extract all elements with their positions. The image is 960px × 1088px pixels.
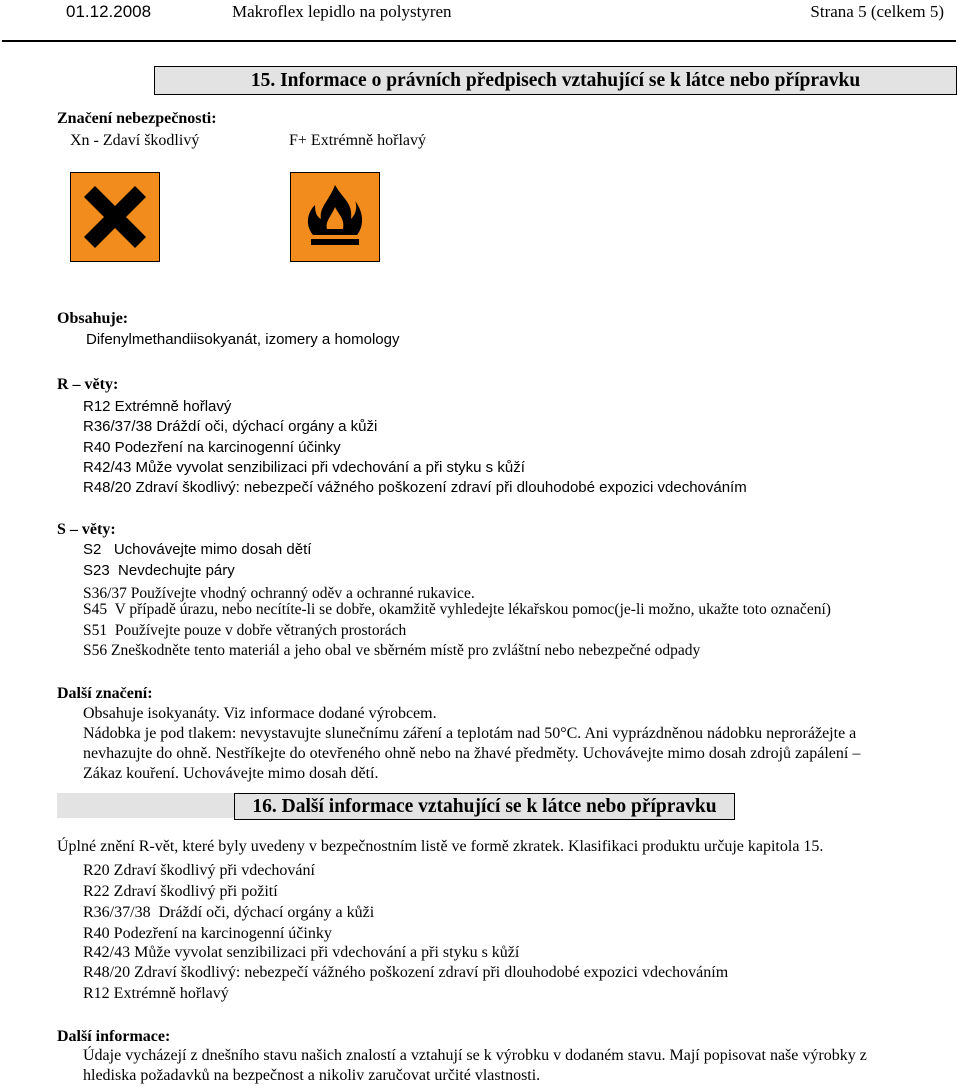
s-phrases-label: S – věty: — [57, 521, 116, 538]
section-16-intro: Úplné znění R-vět, které byly uvedeny v bezpečnostním listě ve formě zkratek. Klasifikaci produktu určuje kapitola 15. — [57, 838, 824, 855]
r-phrase-full: R22 Zdraví škodlivý při požití — [83, 883, 278, 900]
s-phrase: S23 Nevdechujte páry — [83, 562, 235, 579]
header-date: 01.12.2008 — [66, 2, 152, 21]
r-phrase-full: R40 Podezření na karcinogenní účinky — [83, 925, 332, 942]
s-phrase: S45 V případě úrazu, nebo necítíte-li se dobře, okamžitě vyhledejte lékařskou pomoc(je-li možno, ukažte toto označení) — [83, 601, 831, 618]
more-info-line: Údaje vycházejí z dnešního stavu našich znalostí a vztahují se k výrobku v dodaném stavu. Mají popisovat naše výrobky z — [83, 1047, 867, 1064]
s-phrase: S36/37 Používejte vhodný ochranný oděv a ochranné rukavice. — [83, 585, 475, 602]
more-info-line: hlediska požadavků na bezpečnost a nikoliv zaručovat určité vlastnosti. — [83, 1067, 541, 1084]
contains-value: Difenylmethandiisokyanát, izomery a homology — [86, 331, 400, 348]
other-marking-line: Nádobka je pod tlakem: nevystavujte slunečnímu záření a teplotám nad 50°C. Ani vyprázdněnou nádobku neprorážejte a — [83, 725, 857, 742]
section-16-title-bar — [57, 793, 234, 818]
r-phrase-full: R42/43 Může vyvolat senzibilizaci při vdechování a při styku s kůží — [83, 944, 520, 961]
r-phrase-full: R48/20 Zdraví škodlivý: nebezpečí vážného poškození zdraví při dlouhodobé expozici vdechováním — [83, 964, 729, 981]
r-phrase: R40 Podezření na karcinogenní účinky — [83, 439, 341, 456]
r-phrase: R36/37/38 Dráždí oči, dýchací orgány a kůži — [83, 418, 378, 435]
r-phrase-full: R36/37/38 Dráždí oči, dýchací orgány a kůži — [83, 904, 375, 921]
section-15-title: 15. Informace o právních předpisech vztahující se k látce nebo přípravku — [154, 66, 957, 95]
s-phrase: S2 Uchovávejte mimo dosah dětí — [83, 541, 312, 558]
section-16-title: 16. Další informace vztahující se k látce nebo přípravku — [234, 793, 735, 820]
r-phrase-full: R20 Zdraví škodlivý při vdechování — [83, 862, 315, 879]
harmful-cross-icon — [70, 172, 160, 262]
hazard-label: Značení nebezpečnosti: — [57, 110, 217, 127]
r-phrase: R42/43 Může vyvolat senzibilizaci při vdechování a při styku s kůží — [83, 459, 525, 476]
hazard-f-label: F+ Extrémně hořlavý — [289, 132, 426, 149]
other-marking-label: Další značení: — [57, 685, 153, 702]
r-phrase-full: R12 Extrémně hořlavý — [83, 985, 229, 1002]
r-phrase: R12 Extrémně hořlavý — [83, 398, 232, 415]
r-phrases-label: R – věty: — [57, 376, 119, 393]
r-phrase: R48/20 Zdraví škodlivý: nebezpečí vážného poškození zdraví při dlouhodobé expozici vdechováním — [83, 479, 747, 496]
flame-icon — [290, 172, 380, 262]
header-page-number: Strana 5 (celkem 5) — [810, 2, 944, 21]
header-product-name: Makroflex lepidlo na polystyren — [232, 2, 452, 21]
s-phrase: S51 Používejte pouze v dobře větraných prostorách — [83, 622, 407, 639]
other-marking-line: nevhazujte do ohně. Nestříkejte do otevřeného ohně nebo na žhavé předměty. Uchovávejte mimo dosah zdrojů zapálení – — [83, 745, 861, 762]
more-info-label: Další informace: — [57, 1028, 171, 1045]
contains-label: Obsahuje: — [57, 310, 129, 327]
hazard-xn-label: Xn - Zdaví škodlivý — [70, 132, 200, 149]
s-phrase: S56 Zneškodněte tento materiál a jeho obal ve sběrném místě pro zvláštní nebo nebezpečné odpady — [83, 642, 701, 659]
other-marking-line: Obsahuje isokyanáty. Viz informace dodané výrobcem. — [83, 705, 437, 722]
header-rule — [2, 40, 956, 42]
other-marking-line: Zákaz kouření. Uchovávejte mimo dosah dětí. — [83, 765, 379, 782]
